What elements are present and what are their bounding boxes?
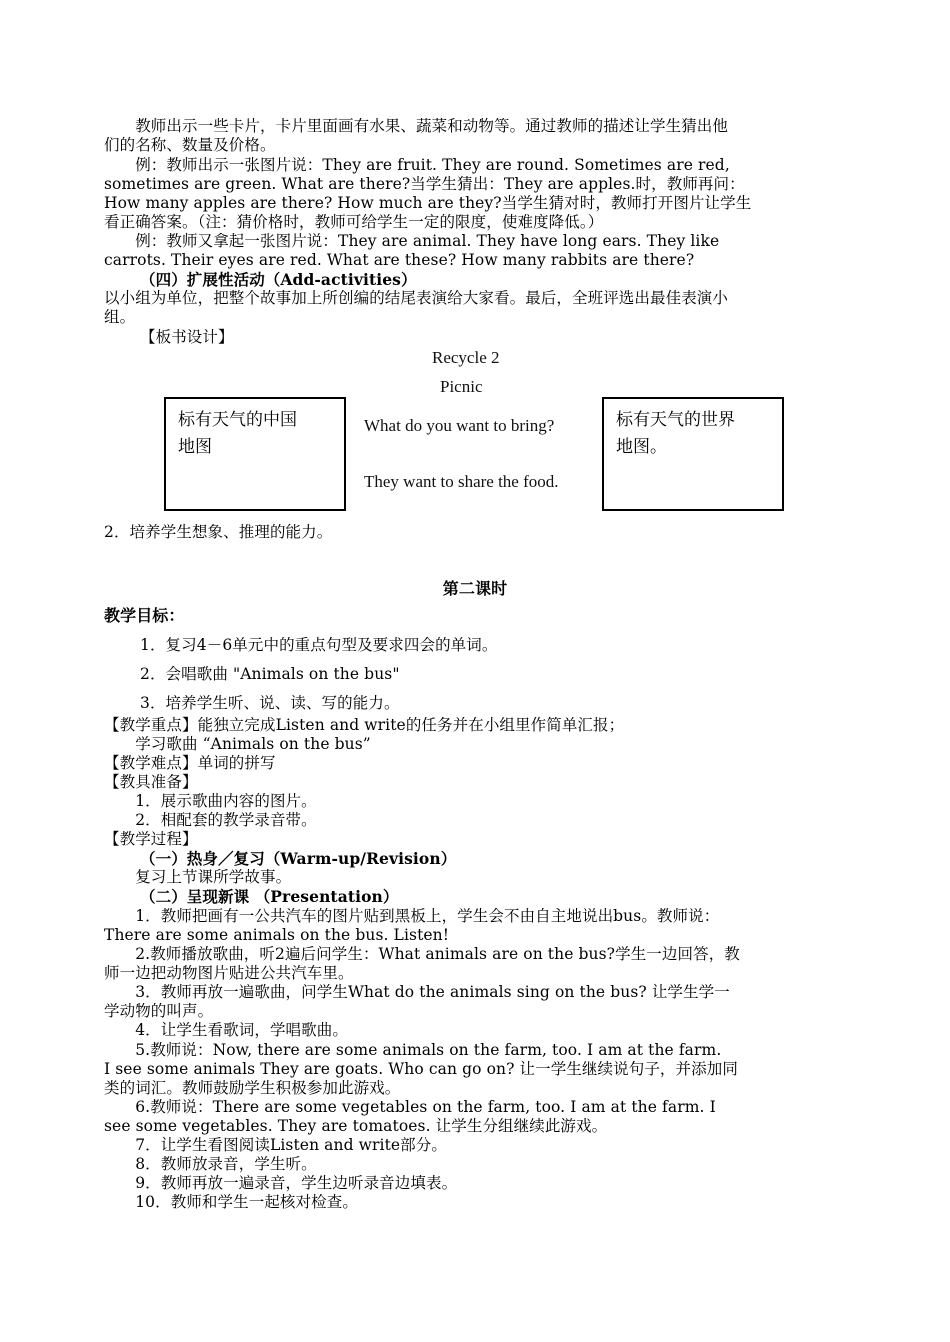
- text-line: There are some animals on the bus. Listen!: [104, 926, 450, 944]
- text-line: 2.教师播放歌曲，听2遍后问学生：What animals are on the bus?学生一边回答，教: [104, 945, 740, 963]
- text-line: 1．教师把画有一公共汽车的图片贴到黑板上，学生会不由自主地说出bus。教师说：: [104, 907, 720, 925]
- text-line: 8．教师放录音，学生听。: [104, 1155, 317, 1173]
- left-box: [164, 397, 346, 511]
- text-line: 师一边把动物图片贴进公共汽车里。: [104, 964, 354, 982]
- text-line: 1．展示歌曲内容的图片。: [104, 792, 317, 810]
- text-line: 2．培养学生想象、推理的能力。: [104, 523, 333, 541]
- text-line: 们的名称、数量及价格。: [104, 136, 276, 154]
- text-line: 【教学过程】: [104, 830, 198, 848]
- right-box: [602, 397, 784, 511]
- section-heading: （四）扩展性活动（Add-activities）: [140, 270, 417, 289]
- text-line: 10．教师和学生一起核对检查。: [104, 1193, 358, 1211]
- text-line: 6.教师说：There are some vegetables on the farm, too. I am at the farm. I: [104, 1098, 716, 1116]
- text-line: I see some animals They are goats. Who can go on? 让一学生继续说句子，并添加同: [104, 1060, 738, 1078]
- board-subtitle: Picnic: [440, 377, 483, 396]
- board-question: What do you want to bring?: [364, 416, 555, 435]
- text-line: 【教学难点】单词的拼写: [104, 754, 276, 772]
- text-line: sometimes are green. What are there?当学生猜出：They are apples.时，教师再问：: [104, 175, 745, 193]
- text-line: 例：教师出示一张图片说：They are fruit. They are round. Sometimes are red,: [104, 156, 730, 174]
- board-design-label: 【板书设计】: [140, 328, 234, 346]
- text-line: 4．让学生看歌词，学唱歌曲。: [104, 1021, 348, 1039]
- text-line: 组。: [104, 308, 136, 326]
- text-line: 【教学重点】能独立完成Listen and write的任务并在小组里作简单汇报；: [104, 716, 625, 734]
- board-answer: They want to share the food.: [364, 472, 559, 491]
- text-line: 以小组为单位，把整个故事加上所创编的结尾表演给大家看。最后，全班评选出最佳表演小: [104, 289, 729, 307]
- text-line: 2．相配套的教学录音带。: [104, 811, 317, 829]
- text-line: 【教具准备】: [104, 773, 198, 791]
- text-line: carrots. Their eyes are red. What are these? How many rabbits are there?: [104, 251, 695, 269]
- board-title: Recycle 2: [432, 348, 500, 367]
- section-heading: （一）热身／复习（Warm-up/Revision）: [140, 849, 457, 868]
- text-line: 类的词汇。教师鼓励学生积极参加此游戏。: [104, 1079, 401, 1097]
- text-line: 学动物的叫声。: [104, 1002, 214, 1020]
- text-line: 7．让学生看图阅读Listen and write部分。: [104, 1136, 447, 1154]
- left-box-label: 标有天气的中国 地图: [178, 410, 297, 457]
- goals-heading: 教学目标：: [104, 606, 185, 625]
- text-line: see some vegetables. They are tomatoes. 让学生分组继续此游戏。: [104, 1117, 608, 1135]
- text-line: 学习歌曲 “Animals on the bus”: [104, 735, 371, 753]
- text-line: 3．教师再放一遍歌曲，问学生What do the animals sing on the bus? 让学生学一: [104, 983, 730, 1001]
- text-line: How many apples are there? How much are they?当学生猜对时，教师打开图片让学生: [104, 194, 752, 212]
- text-line: 教师出示一些卡片，卡片里面画有水果、蔬菜和动物等。通过教师的描述让学生猜出他: [104, 117, 729, 135]
- lesson-title: 第二课时: [442, 579, 508, 598]
- text-line: 9．教师再放一遍录音，学生边听录音边填表。: [104, 1174, 458, 1192]
- goal-item: 1．复习4－6单元中的重点句型及要求四会的单词。: [140, 636, 498, 654]
- goal-item: 2．会唱歌曲 "Animals on the bus": [140, 665, 400, 683]
- right-box-label: 标有天气的世界 地图。: [616, 410, 735, 457]
- text-line: 5.教师说：Now, there are some animals on the farm, too. I am at the farm.: [104, 1041, 722, 1059]
- text-line: 看正确答案。（注：猜价格时，教师可给学生一定的限度，使难度降低。）: [104, 213, 604, 231]
- text-line: 复习上节课所学故事。: [104, 868, 292, 886]
- section-heading: （二）呈现新课 （Presentation）: [140, 887, 399, 906]
- goal-item: 3．培养学生听、说、读、写的能力。: [140, 694, 400, 712]
- text-line: 例：教师又拿起一张图片说：They are animal. They have long ears. They like: [104, 232, 720, 250]
